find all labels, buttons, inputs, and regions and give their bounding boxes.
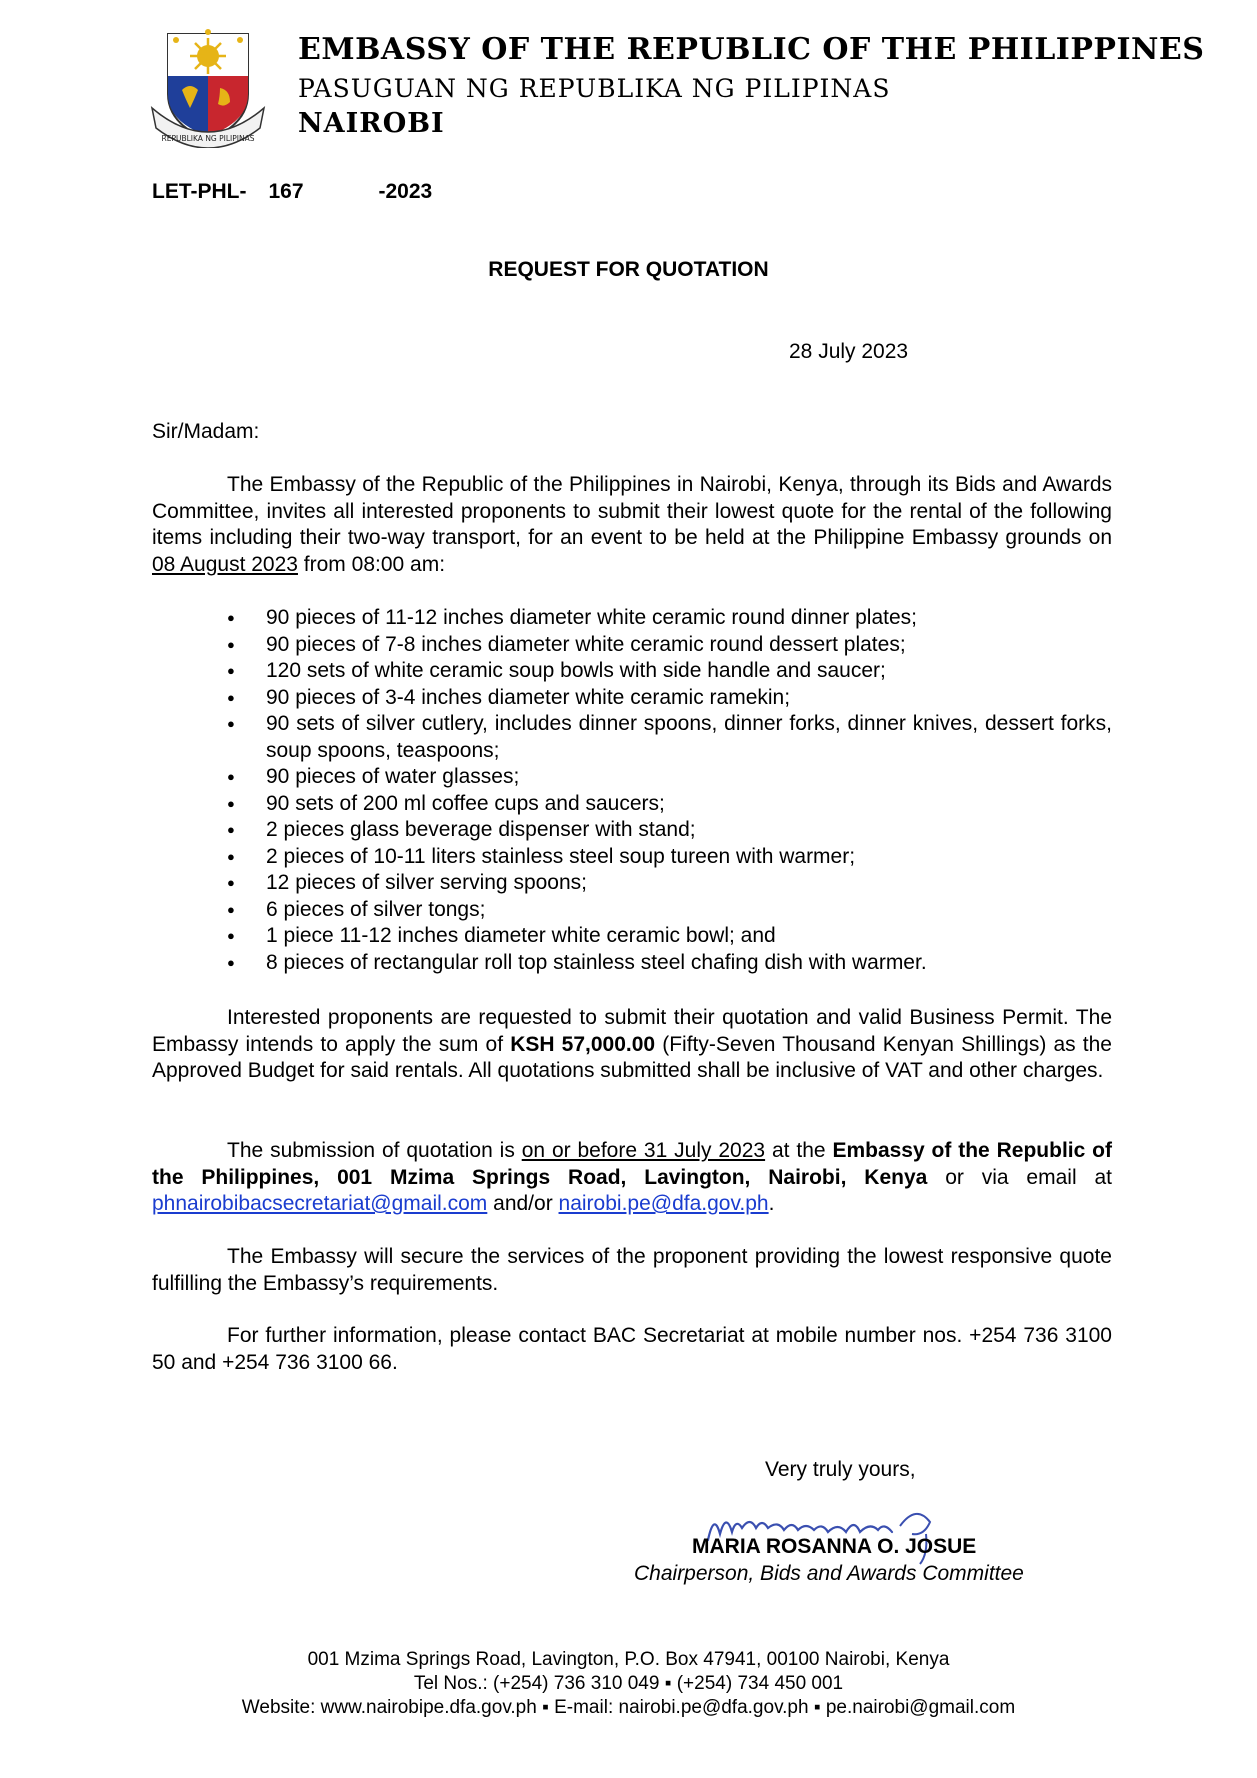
footer-phones: Tel Nos.: (+254) 736 310 049 ▪ (+254) 734 450 001 — [413, 1673, 844, 1694]
list-item: ● 12 pieces of silver serving spoons; — [152, 870, 1112, 897]
budget-text: Interested proponents are requested to submit their quotation and valid Business Permit. The Embassy intends to apply the sum of — [152, 1006, 1112, 1056]
submission-text-andor: and/or — [487, 1192, 559, 1215]
bac-email-link[interactable]: phnairobibacsecretariat@gmail.com — [152, 1192, 488, 1215]
footer-address: 001 Mzima Springs Road, Lavington, P.O. Box 47941, 00100 Nairobi, Kenya — [307, 1649, 950, 1670]
embassy-email-link[interactable]: nairobi.pe@dfa.gov.ph — [558, 1192, 769, 1215]
submission-deadline: on or before 31 July 2023 — [521, 1139, 766, 1162]
list-item: ● 2 pieces glass beverage dispenser with stand; — [152, 817, 1112, 844]
reference-serial: 167 — [268, 180, 304, 203]
contact-paragraph: For further information, please contact BAC Secretariat at mobile number nos. +254 736 3100 50 and +254 736 3100 66. — [152, 1324, 1112, 1374]
signatory-name: MARIA ROSANNA O. JOSUE — [692, 1535, 977, 1558]
award-paragraph: The Embassy will secure the services of the proponent providing the lowest responsive quote fulfilling the Embassy’s requirements. — [152, 1245, 1112, 1295]
reference-prefix: LET-PHL- — [152, 180, 247, 203]
footer-web: Website: www.nairobipe.dfa.gov.ph ▪ E-mail: nairobi.pe@dfa.gov.ph ▪ pe.nairobi@gmail.com — [241, 1697, 1016, 1718]
submission-text-via: or via email at — [927, 1165, 1112, 1189]
budget-paragraph — [152, 1005, 1112, 1085]
list-item: ● 90 sets of silver cutlery, includes dinner spoons, dinner forks, dinner knives, dessert forks, soup spoons, teaspoons; — [152, 711, 1112, 764]
budget-amount: KSH 57,000.00 — [510, 1032, 656, 1056]
letter-date: 28 July 2023 — [789, 340, 909, 363]
submission-text-mid: at the — [765, 1139, 833, 1162]
reference-number — [152, 180, 432, 204]
list-item: ● 90 pieces of 11-12 inches diameter white ceramic round dinner plates; — [152, 605, 1112, 632]
salutation: Sir/Madam: — [152, 420, 260, 443]
submission-text: The submission of quotation is — [227, 1139, 522, 1162]
budget-text-end: (Fifty-Seven Thousand Kenyan Shillings) as the Approved Budget for said rentals. All quotations submitted shall be inclusive of VAT and other charges. — [152, 1032, 1112, 1082]
closing: Very truly yours, — [765, 1458, 916, 1481]
signatory-title: Chairperson, Bids and Awards Committee — [634, 1562, 1024, 1585]
intro-paragraph — [152, 472, 1112, 578]
list-item: ● 90 pieces of 3-4 inches diameter white ceramic ramekin; — [152, 685, 1112, 712]
rental-items-list — [152, 605, 1112, 976]
embassy-city: NAIROBI — [298, 108, 445, 139]
reference-year: -2023 — [378, 180, 433, 203]
intro-text: The Embassy of the Republic of the Philippines in Nairobi, Kenya, through its Bids and Awards Committee, invites all interested proponents to submit their lowest quote for the rental of the following items including their two-way transport, for an event to be held at the Philippine Embassy grounds on — [152, 473, 1112, 549]
event-date: 08 August 2023 — [152, 552, 298, 576]
list-item: ● 90 pieces of 7-8 inches diameter white ceramic round dessert plates; — [152, 632, 1112, 659]
embassy-name: EMBASSY OF THE REPUBLIC OF THE PHILIPPINES — [298, 32, 1205, 67]
embassy-name-filipino: PASUGUAN NG REPUBLIKA NG PILIPINAS — [298, 74, 891, 103]
list-item: ● 1 piece 11-12 inches diameter white ceramic bowl; and — [152, 923, 1112, 950]
list-item: ● 120 sets of white ceramic soup bowls with side handle and saucer; — [152, 658, 1112, 685]
intro-text-end: from 08:00 am: — [297, 552, 446, 576]
document-title: REQUEST FOR QUOTATION — [488, 258, 769, 281]
list-item: ● 2 pieces of 10-11 liters stainless steel soup tureen with warmer; — [152, 844, 1112, 871]
submission-paragraph — [152, 1138, 1112, 1218]
list-item: ● 8 pieces of rectangular roll top stainless steel chafing dish with warmer. — [152, 950, 1112, 977]
list-item: ● 6 pieces of silver tongs; — [152, 897, 1112, 924]
submission-address: Embassy of the Republic of the Philippines, 001 Mzima Springs Road, Lavington, Nairobi, Kenya — [152, 1139, 1112, 1189]
submission-text-end: . — [768, 1192, 775, 1215]
seal-text: REPUBLIKA NG PILIPINAS — [161, 134, 255, 143]
list-item: ● 90 sets of 200 ml coffee cups and saucers; — [152, 791, 1112, 818]
philippine-seal-icon — [150, 28, 266, 148]
list-item: ● 90 pieces of water glasses; — [152, 764, 1112, 791]
